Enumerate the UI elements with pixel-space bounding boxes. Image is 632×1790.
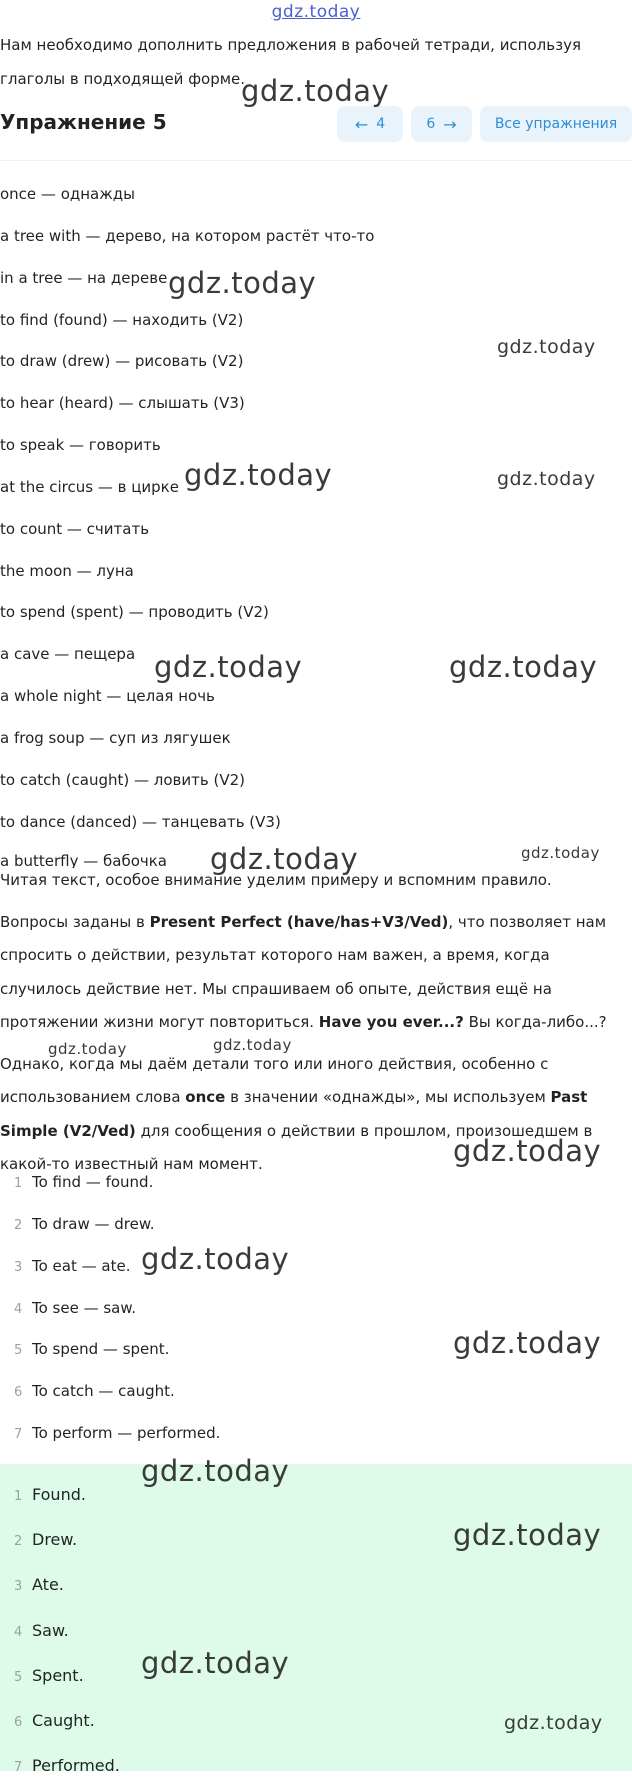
vocab-item: to spend (spent) — проводить (V2) xyxy=(0,603,269,622)
vocabulary-list xyxy=(0,174,632,868)
answer-text: Performed. xyxy=(32,1756,120,1776)
vocab-item: a cave — пещера xyxy=(0,645,136,664)
answer-item xyxy=(0,1743,632,1788)
text-span: в значении «однажды», мы используем xyxy=(225,1088,551,1106)
item-number: 6 xyxy=(14,1714,23,1730)
list-item xyxy=(0,1413,632,1455)
watermark: gdz.today xyxy=(48,1040,127,1058)
watermark: gdz.today xyxy=(497,336,596,358)
item-text: To draw — drew. xyxy=(32,1214,155,1233)
answer-box xyxy=(0,1464,632,1776)
text-span: для сообщения о действии в прошлом, произошедшем в какой-то известный нам момент. xyxy=(0,1121,593,1173)
answer-text: Drew. xyxy=(32,1530,78,1550)
item-number: 4 xyxy=(14,1624,23,1640)
arrow-right-icon: → xyxy=(443,114,457,134)
item-number: 3 xyxy=(14,1259,23,1275)
watermark: gdz.today xyxy=(497,468,596,490)
answer-item xyxy=(0,1517,632,1562)
answer-item xyxy=(0,1698,632,1743)
list-item xyxy=(0,1371,632,1413)
list-item xyxy=(0,1329,632,1371)
vocab-item: a frog soup — суп из лягушек xyxy=(0,728,231,747)
watermark: gdz.today xyxy=(504,1712,603,1734)
watermark: gdz.today xyxy=(154,650,303,684)
item-text: To find — found. xyxy=(32,1173,154,1191)
watermark: gdz.today xyxy=(184,458,333,492)
item-text: To eat — ate. xyxy=(32,1256,131,1275)
grammar-term: Past Simple (V2/Ved) xyxy=(0,1088,588,1140)
divider xyxy=(0,160,632,161)
item-number: 1 xyxy=(14,1489,23,1504)
exercise-title: Упражнение 5 xyxy=(0,110,167,134)
answer-item xyxy=(0,1562,632,1607)
vocab-item: to draw (drew) — рисовать (V2) xyxy=(0,352,244,371)
vocab-item: a tree with — дерево, на котором растёт что-то xyxy=(0,226,375,245)
answer-item xyxy=(0,1472,632,1517)
watermark: gdz.today xyxy=(241,74,390,108)
list-item xyxy=(0,1204,632,1246)
next-exercise-label: 6 xyxy=(426,116,436,132)
explanation-block xyxy=(0,864,626,1190)
site-logo-link[interactable]: gdz.today xyxy=(271,2,361,22)
grammar-term: Present Perfect (have/has+V3/Ved) xyxy=(149,912,449,931)
watermark: gdz.today xyxy=(453,1134,602,1168)
prev-exercise-button[interactable] xyxy=(337,106,403,142)
watermark: gdz.today xyxy=(453,1518,602,1552)
answer-item xyxy=(0,1653,632,1698)
item-number: 2 xyxy=(14,1534,23,1550)
prev-exercise-label: 4 xyxy=(376,116,386,132)
watermark: gdz.today xyxy=(168,266,317,300)
watermark: gdz.today xyxy=(141,1454,290,1488)
item-text: To catch — caught. xyxy=(32,1382,175,1401)
vocab-item: to count — считать xyxy=(0,519,150,538)
watermark: gdz.today xyxy=(210,842,359,876)
vocab-item: to speak — говорить xyxy=(0,436,161,455)
item-number: 4 xyxy=(14,1301,23,1317)
intro-text: Нам необходимо дополнить предложения в рабочей тетради, используя глаголы в подходящей форме. xyxy=(0,36,581,88)
all-exercises-label: Все упражнения xyxy=(494,116,618,132)
grammar-term: Have you ever...? xyxy=(318,1013,464,1031)
item-number: 7 xyxy=(14,1427,23,1443)
exercise-header xyxy=(0,106,632,146)
item-number: 7 xyxy=(14,1760,23,1776)
watermark: gdz.today xyxy=(141,1646,290,1680)
watermark: gdz.today xyxy=(449,650,598,684)
vocab-item: to hear (heard) — слышать (V3) xyxy=(0,394,245,413)
answer-text: Found. xyxy=(32,1485,86,1504)
watermark: gdz.today xyxy=(521,844,600,862)
answer-text: Ate. xyxy=(32,1575,64,1595)
item-number: 5 xyxy=(14,1669,23,1685)
list-item xyxy=(0,1246,632,1288)
answer-text: Spent. xyxy=(32,1665,84,1685)
item-text: To perform — performed. xyxy=(32,1424,221,1443)
vocab-item: to catch (caught) — ловить (V2) xyxy=(0,770,245,789)
vocab-item: once — однажды xyxy=(0,185,135,203)
vocab-item: to dance (danced) — танцевать (V3) xyxy=(0,812,281,831)
item-number: 1 xyxy=(14,1176,23,1191)
vocab-item: in a tree — на дереве xyxy=(0,268,168,287)
answer-text: Caught. xyxy=(32,1710,95,1730)
item-number: 6 xyxy=(14,1385,23,1401)
item-text: To see — saw. xyxy=(32,1298,137,1317)
answers-list xyxy=(0,1472,632,1788)
vocab-item: a butterfly — бабочка xyxy=(0,851,167,868)
list-item xyxy=(0,1288,632,1330)
vocab-item: at the circus — в цирке xyxy=(0,477,179,496)
item-number: 5 xyxy=(14,1343,23,1359)
next-exercise-button[interactable] xyxy=(411,106,472,142)
list-item xyxy=(0,1162,632,1204)
explanation-paragraph xyxy=(0,906,626,1040)
arrow-left-icon: ← xyxy=(354,114,369,134)
answer-item xyxy=(0,1608,632,1653)
vocab-item: the moon — луна xyxy=(0,561,134,580)
all-exercises-button[interactable] xyxy=(480,106,632,142)
text-span: Вопросы заданы в xyxy=(0,912,150,931)
watermark: gdz.today xyxy=(141,1242,290,1276)
item-text: To spend — spent. xyxy=(32,1340,170,1359)
grammar-term: once xyxy=(185,1088,226,1106)
text-span: , что позволяет нам спросить о действии, результат которого нам важен, а время, когда случилось действие нет. Мы спрашиваем об опыте, действия ещё на протяжении жизни могут повториться. xyxy=(0,912,607,1031)
vocab-item: a whole night — целая ночь xyxy=(0,687,215,706)
item-number: 2 xyxy=(14,1217,23,1233)
watermark: gdz.today xyxy=(453,1326,602,1360)
text-span: Вы когда-либо...? xyxy=(463,1013,607,1031)
text-span: Однако, когда мы даём детали того или иного действия, особенно с использованием слова xyxy=(0,1054,549,1106)
vocab-item: to find (found) — находить (V2) xyxy=(0,310,244,329)
answer-text: Saw. xyxy=(32,1620,69,1640)
item-number: 3 xyxy=(14,1579,23,1595)
explanation-paragraph: Читая текст, особое внимание уделим примеру и вспомним правило. xyxy=(0,871,552,889)
verb-forms-list xyxy=(0,1162,632,1455)
watermark: gdz.today xyxy=(213,1036,292,1054)
